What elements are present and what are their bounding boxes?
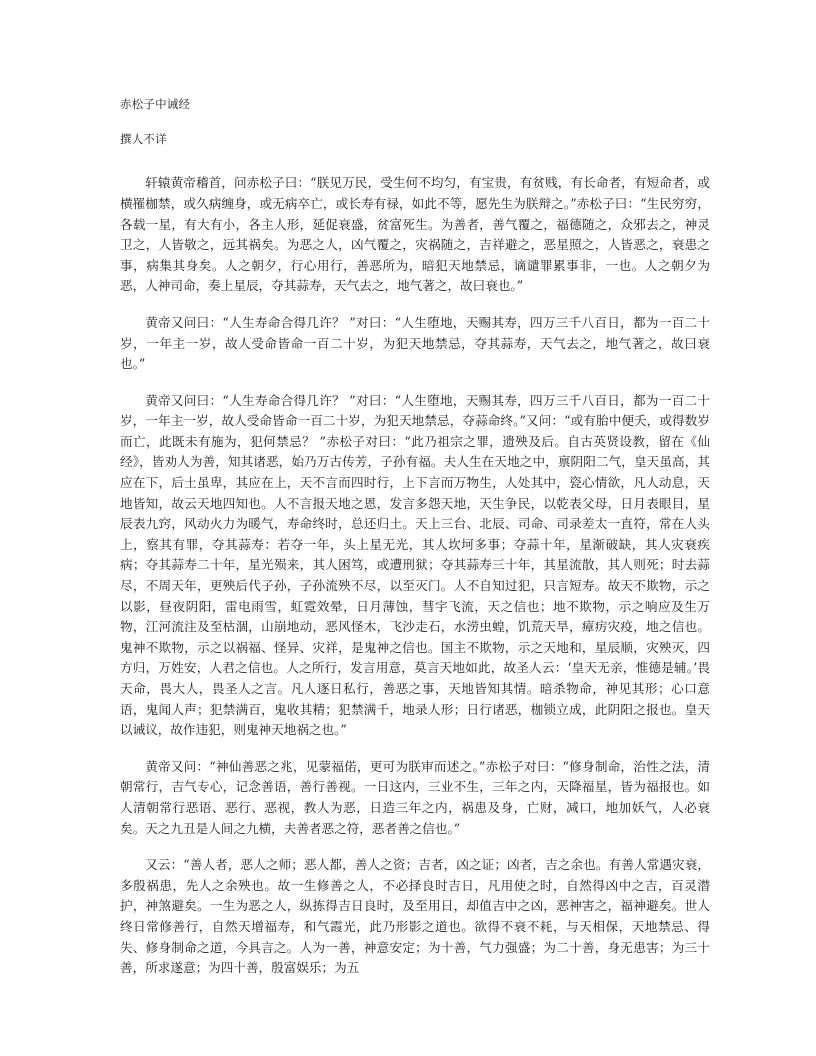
paragraph-1: 轩辕黄帝稽首，问赤松子曰：“朕见万民，受生何不均匀，有宝贵，有贫贱，有长命者，有短命者，或横罹枷禁，或久病缠身，或无病卒亡，或长寿有禄，如此不等，愿先生为朕辩之。”赤松子曰：“生民穷穷，各载一星，有大有小，各主人形，延促衰盛，贫富死生。为善者，善气覆之，福德随之，众邪去之，神灵卫之，人皆敬之，远其祸矣。为恶之人，凶气覆之，灾祸随之，吉祥避之，恶星照之，人皆恶之，衰患之事，病集其身矣。人之朝夕，行心用行，善恶所为，暗犯天地禁忌，谪谴罪累事非，一也。人之朝夕为恶，人神司命，奏上星辰，夺其蒜寿，天气去之，地气著之，故曰衰也。” (120, 175, 710, 294)
document-attribution: 撰人不详 (120, 131, 167, 146)
paragraph-3: 黄帝又问曰：“人生寿命合得几许？ ”对曰：“人生堕地，天赐其寿，四万三千八百日，都为一百二十岁，一年主一岁，故人受命皆命一百二十岁，为犯天地禁忌，夺蒜命终。”又问：“或有胎中便夭，或得数岁而亡，此既未有施为，犯何禁忌？ ”赤松子对曰：“此乃祖宗之罪，遗殃及后。自古英贤设教，留在《仙经》，皆劝人为善，知其诸恶，始乃万古传芳，子孙有福。夫人生在天地之中，禀阴阳二气，皇天虽高，其应在下，后土虽卑，其应在上，天不言而四时行，上下言而万物生，人处其中，瓷心情欲，凡人动息，天地皆知，故云天地四知也。人不言报天地之恩，发言多怨天地，天生争民，以乾表父母，日月表眼目，星辰表九窍，风动火力为暖气，寿命终时，总还归土。天上三台、北辰、司命、司录差太一直符，常在人头上，察其有罪，夺其蒜寿：若夺一年，头上星无光，其人坎坷多事；夺蒜十年，星渐破缺，其人灾衰疾病；夺其蒜寿二十年，星光殒来，其人困笃，或遭刑狱；夺其蒜寿三十年，其星流散，其人则死；时去蒜尽，不周天年，更殃后代子孙，子孙流殃不尽，以至灭门。人不自知过犯，只言短寿。故天不欺物，示之以影，昼夜阴阳，雷电雨雪，虹霓效晕，日月薄蚀，彗宇飞流，天之信也；地不欺物，示之响应及生万物，江河流注及至枯涸，山崩地动，恶风怪木，飞沙走石，水涝虫蝗，饥荒天旱，瘴疠灾疫，地之信也。鬼神不欺物，示之以祸福、怪异、灾祥，是鬼神之信也。国主不欺物，示之天地和，星辰顺，灾殃灭，四方归，万姓安，人君之信也。人之所行，发言用意，莫言天地如此，故圣人云：‘皇天无亲，惟德是辅。’畏天命，畏大人，畏圣人之言。凡人逐日私行，善恶之事，天地皆知其情。暗杀物命，神见其形；心口意语，鬼闻人声；犯禁满百，鬼收其精；犯禁满千，地录人形；日行诸恶，枷锁立成，此阴阳之报也。皇天以诫议，故作违犯，则鬼神天地祸之也。” (120, 392, 710, 738)
document-body (120, 96, 710, 979)
document-title: 赤松子中诫经 (120, 97, 191, 111)
paragraph-2: 黄帝又问曰：“人生寿命合得几许？ ”对曰：“人生堕地，天赐其寿，四万三千八百日，都为一百二十岁，一年主一岁，故人受命皆命一百二十岁，为犯天地禁忌，夺其蒜寿，天气去之，地气著之，故曰衰也。” (120, 314, 710, 372)
paragraph-5: 又云：“善人者，恶人之师；恶人都，善人之资；吉者，凶之证；凶者，吉之余也。有善人常遇灾衰，多殷祸患，先人之余殃也。故一生修善之人，不必择良时吉日，凡用使之时，自然得凶中之吉，百灵潜护，神煞避矣。一生为恶之人，纵拣得吉日良时，及至用日，却值吉中之凶，恶神害之，福神避矣。世人终日常修善行，自然天增福寿，和气霞光，此乃形影之道也。欲得不衰不耗，与天相保，天地禁忌、得失、修身制命之道，今具言之。人为一善，神意安定；为十善，气力强盛；为二十善，身无患害；为三十善，所求遂意；为四十善，殷富娱乐；为五 (120, 857, 710, 976)
paragraph-4: 黄帝又问：“神仙善恶之兆，见蒙福偌，更可为朕审而述之。”赤松子对曰：“修身制命，治性之法，清朝常行，吉气专心，记念善语，善行善视。一日这内，三业不生，三年之内，天降福星，皆为福报也。如人清朝常行恶语、恶行、恶视，教人为恶，日造三年之内，祸患及身，亡财，减口，地加妖气，人必衰矣。天之九丑是人间之九横，夫善者恶之符，恶者善之信也。” (120, 758, 710, 836)
